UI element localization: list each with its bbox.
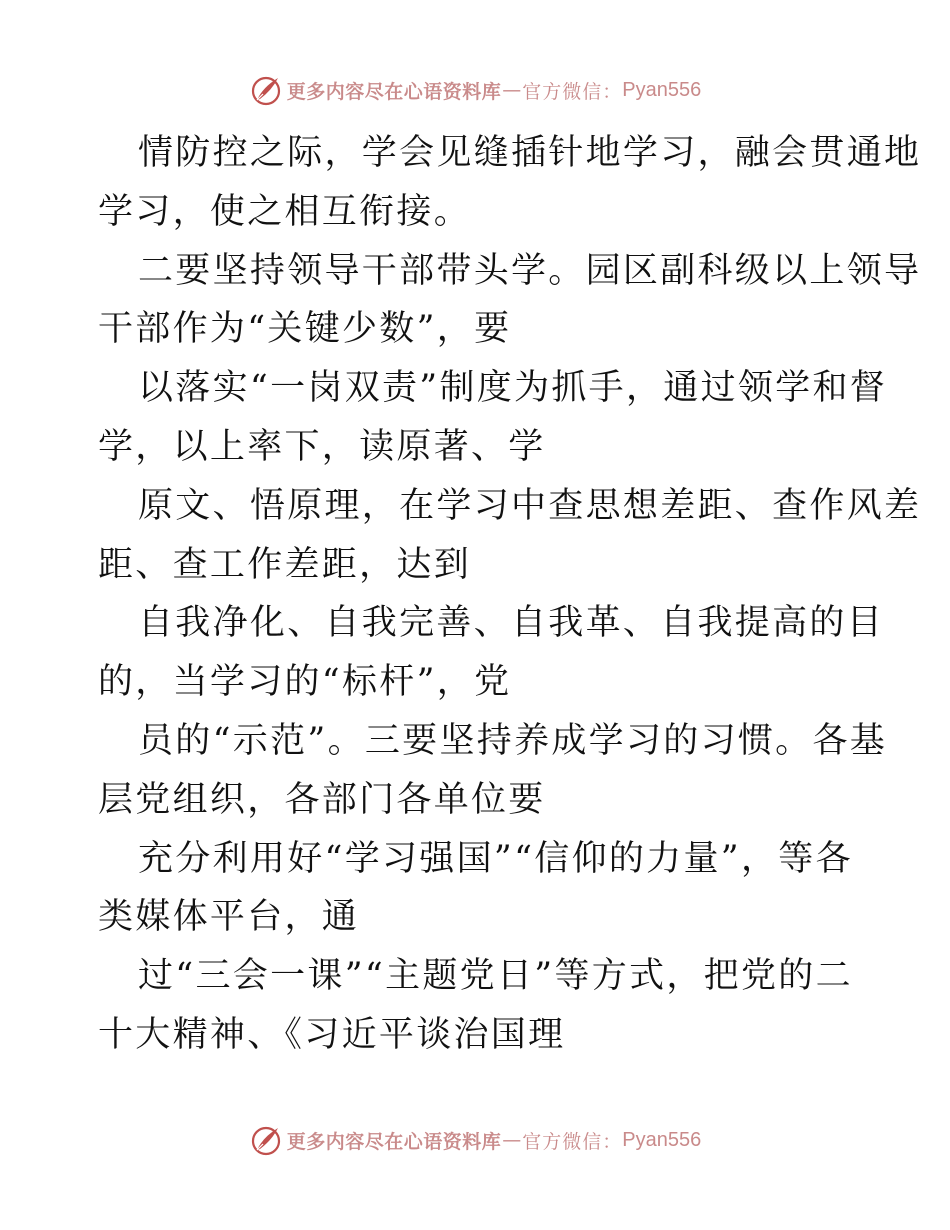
text-line: 学，以上率下，读原著、学 [98, 426, 546, 467]
text-line: 类媒体平台，通 [98, 897, 360, 938]
text-line: 充分利用好“学习强国”“信仰的力量”，等各 [138, 838, 853, 879]
text-line: 过“三会一课”“主题党日”等方式，把党的二 [138, 956, 853, 997]
text-line: 员的“示范”。三要坚持养成学习的习惯。各基 [138, 720, 888, 761]
text-line: 距、查工作差距，达到 [98, 544, 472, 585]
text-line: 层党组织，各部门各单位要 [98, 779, 546, 820]
banner-dash: — [502, 79, 522, 101]
text-line: 的，当学习的“标杆”，党 [98, 662, 512, 703]
banner-dash: — [502, 1129, 522, 1151]
footer-banner [0, 1120, 950, 1160]
header-banner [0, 70, 950, 110]
quill-pen-logo-icon [249, 1123, 283, 1157]
text-line: 学习，使之相互衔接。 [98, 191, 472, 232]
text-line: 十大精神、《习近平谈治国理 [98, 1014, 566, 1055]
quill-pen-logo-icon [249, 73, 283, 107]
text-line: 情防控之际，学会见缝插针地学习，融会贯通地 [138, 133, 922, 173]
banner-wechat-label: 官方微信： [522, 80, 623, 103]
text-line: 自我净化、自我完善、自我革、自我提高的目 [138, 603, 885, 644]
banner-wechat-handle: Pyan556 [622, 1128, 702, 1151]
text-line: 二要坚持领导干部带头学。园区副科级以上领导 [138, 250, 922, 291]
banner-wechat-label: 官方微信： [522, 1130, 623, 1153]
banner-site-text: 更多内容尽在心语资料库 [286, 80, 502, 103]
banner-site-text: 更多内容尽在心语资料库 [286, 1130, 502, 1153]
banner-wechat-handle: Pyan556 [622, 78, 702, 101]
document-body [98, 124, 922, 1065]
text-line: 干部作为“关键少数”，要 [98, 309, 512, 350]
text-line: 原文、悟原理，在学习中查思想差距、查作风差 [138, 485, 922, 526]
text-line: 以落实“一岗双责”制度为抓手，通过领学和督 [138, 368, 888, 409]
